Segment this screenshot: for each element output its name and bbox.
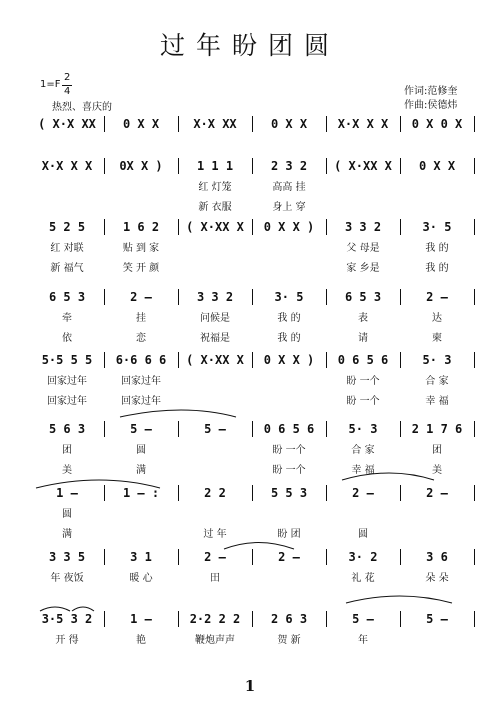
lyric-text: 过 年 <box>203 529 227 540</box>
lyric-text: 柬 <box>432 333 442 344</box>
measure: 3· 2 <box>348 550 378 564</box>
measure: ( X·XX X <box>186 353 244 367</box>
measure: 5 – <box>426 612 448 626</box>
barline <box>474 485 475 501</box>
lyric-text: 鞭炮声声 <box>195 635 235 646</box>
lyric-text: 圆 <box>62 509 72 520</box>
lyric-text: 回家过年 <box>121 376 161 387</box>
barline <box>474 352 475 368</box>
measure: 2 – <box>426 486 448 500</box>
barline <box>474 421 475 437</box>
lyric-text: 笑 开 颜 <box>122 263 160 274</box>
measure: ( X·X XX <box>38 117 96 131</box>
lyric-text: 盼 一个 <box>272 445 306 456</box>
lyric-text: 开 得 <box>55 635 79 646</box>
barline <box>474 611 475 627</box>
barline <box>474 116 475 132</box>
lyric-text: 美 <box>62 465 72 476</box>
lyric-text: 依 <box>62 333 72 344</box>
key-signature: 1=F <box>40 79 61 90</box>
lyric-text: 回家过年 <box>47 396 87 407</box>
lyric-text: 回家过年 <box>47 376 87 387</box>
measure: 1 1 1 <box>196 159 234 173</box>
lyric-text: 家 乡是 <box>346 263 380 274</box>
lyric-text: 圆 <box>358 529 368 540</box>
lyric-text: 请 <box>358 333 368 344</box>
lyric-text: 我 的 <box>425 263 449 274</box>
measure: 3 6 <box>426 550 448 564</box>
measure: 2·2 2 2 <box>189 612 241 626</box>
measure: 0 X X <box>122 117 160 131</box>
measure: 3· 5 <box>422 220 452 234</box>
measure: 5 – <box>204 422 226 436</box>
lyric-text: 幸 福 <box>425 396 449 407</box>
lyric-text: 红 对联 <box>50 243 84 254</box>
lyric-text: 盼 团 <box>277 529 301 540</box>
lyric-text: 团 <box>62 445 72 456</box>
lyric-text: 达 <box>432 313 442 324</box>
measure: 3 3 5 <box>48 550 86 564</box>
lyric-text: 高高 挂 <box>272 182 306 193</box>
lyric-text: 满 <box>62 529 72 540</box>
measure: 0X X ) <box>119 159 163 173</box>
measure: 2 1 7 6 <box>411 422 463 436</box>
measure: 2 2 <box>204 486 226 500</box>
lyric-text: 暖 心 <box>129 573 153 584</box>
measure: 3 3 2 <box>344 220 382 234</box>
barline <box>474 549 475 565</box>
measure: 2 3 2 <box>270 159 308 173</box>
lyric-text: 红 灯笼 <box>198 182 232 193</box>
lyric-text: 贴 到 家 <box>122 243 160 254</box>
lyric-text: 挂 <box>136 313 146 324</box>
time-signature-top: 2 <box>64 72 71 83</box>
lyric-text: 满 <box>136 465 146 476</box>
measure: 5· 3 <box>348 422 378 436</box>
lyric-text: 盼 一个 <box>272 465 306 476</box>
measure: 0 X 0 X <box>411 117 463 131</box>
lyric-text: 年 夜饭 <box>50 573 84 584</box>
measure: 2 – <box>204 550 226 564</box>
measure: 5 2 5 <box>48 220 86 234</box>
composer-credit: 作曲:侯德炜 <box>404 100 458 111</box>
tie-mark <box>120 410 236 417</box>
measure: 2 – <box>278 550 300 564</box>
lyricist-credit: 作词:范修奎 <box>404 86 458 97</box>
measure: 2 6 3 <box>270 612 308 626</box>
measure: 2 – <box>130 290 152 304</box>
measure: 0 X X <box>270 117 308 131</box>
lyric-text: 圆 <box>136 445 146 456</box>
tempo-marking: 热烈、喜庆的 <box>52 102 112 113</box>
barline <box>474 219 475 235</box>
page-number: 1 <box>244 677 256 695</box>
measure: 6 5 3 <box>344 290 382 304</box>
lyric-text: 田 <box>210 573 220 584</box>
measure: 5·5 5 5 <box>41 353 93 367</box>
lyric-text: 牵 <box>62 313 72 324</box>
lyric-text: 问候是 <box>200 313 230 324</box>
lyric-text: 艳 <box>136 635 146 646</box>
lyric-text: 礼 花 <box>351 573 375 584</box>
measure: 3 3 2 <box>196 290 234 304</box>
measure: 6 5 3 <box>48 290 86 304</box>
lyric-text: 恋 <box>136 333 146 344</box>
lyric-text: 回家过年 <box>121 396 161 407</box>
lyric-text: 我 的 <box>277 313 301 324</box>
measure: X·X X X <box>337 117 389 131</box>
lyric-text: 朵 朵 <box>425 573 449 584</box>
barline <box>474 289 475 305</box>
measure: 2 – <box>352 486 374 500</box>
lyric-text: 新 福气 <box>50 263 84 274</box>
measure: 1 6 2 <box>122 220 160 234</box>
measure: 1 – : <box>122 486 160 500</box>
measure: ( X·XX X <box>186 220 244 234</box>
lyric-text: 合 家 <box>425 376 449 387</box>
lyric-text: 我 的 <box>277 333 301 344</box>
measure: 1 – <box>130 612 152 626</box>
measure: 3·5 3 2 <box>41 612 93 626</box>
measure: 5· 3 <box>422 353 452 367</box>
lyric-text: 新 衣服 <box>198 202 232 213</box>
measure: 0 6 5 6 <box>263 422 315 436</box>
measure: 5 – <box>352 612 374 626</box>
lyric-text: 团 <box>432 445 442 456</box>
measure: 5 6 3 <box>48 422 86 436</box>
lyric-text: 盼 一个 <box>346 376 380 387</box>
barline <box>474 158 475 174</box>
lyric-text: 表 <box>358 313 368 324</box>
lyric-text: 年 <box>358 635 368 646</box>
measure: 1 – <box>56 486 78 500</box>
measure: X·X X X <box>41 159 93 173</box>
measure: 3 1 <box>130 550 152 564</box>
measure: 0 X X ) <box>263 353 315 367</box>
measure: 3· 5 <box>274 290 304 304</box>
lyric-text: 祝福是 <box>200 333 230 344</box>
song-title: 过年盼团圆 <box>159 31 340 60</box>
lyric-text: 合 家 <box>351 445 375 456</box>
measure: ( X·XX X <box>334 159 392 173</box>
lyric-text: 身上 穿 <box>272 202 306 213</box>
measure: 0 X X <box>418 159 456 173</box>
lyric-text: 父 母是 <box>346 243 380 254</box>
lyric-text: 幸 福 <box>351 465 375 476</box>
lyric-text: 盼 一个 <box>346 396 380 407</box>
lyric-text: 贺 新 <box>277 635 301 646</box>
measure: 5 – <box>130 422 152 436</box>
measure: 6·6 6 6 <box>115 353 167 367</box>
lyric-text: 美 <box>432 465 442 476</box>
lyric-text: 我 的 <box>425 243 449 254</box>
measure: 0 X X ) <box>263 220 315 234</box>
measure: 2 – <box>426 290 448 304</box>
measure: 0 6 5 6 <box>337 353 389 367</box>
measure: 5 5 3 <box>270 486 308 500</box>
tie-mark <box>346 596 452 603</box>
time-signature-bottom: 4 <box>64 86 71 97</box>
measure: X·X XX <box>193 117 237 131</box>
